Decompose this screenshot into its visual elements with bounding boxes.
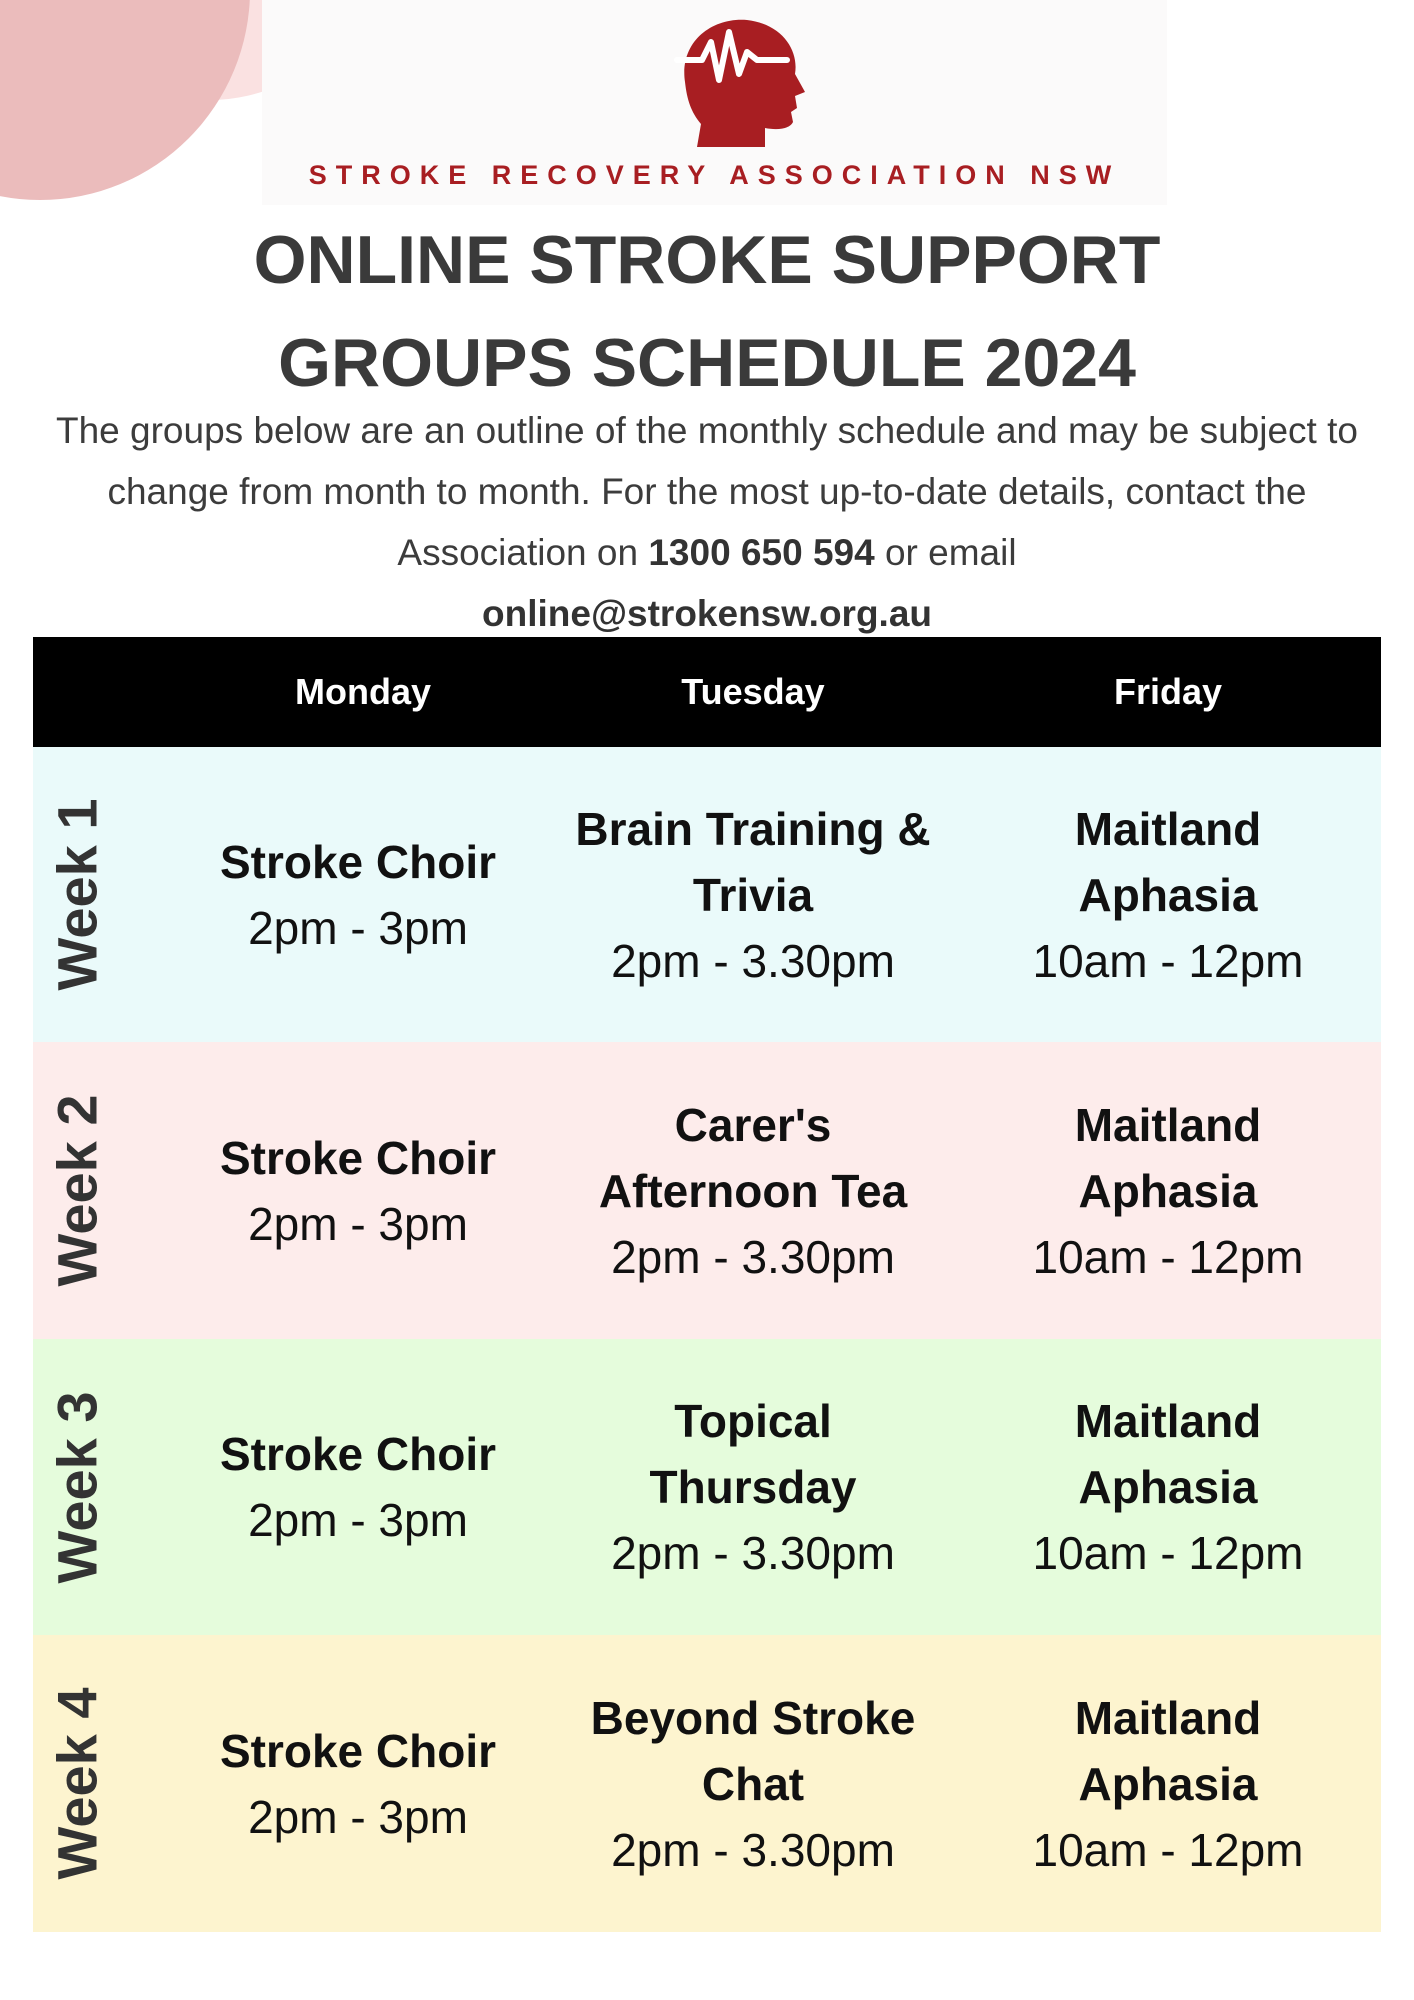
group-time: 10am - 12pm: [1032, 1230, 1304, 1283]
page-title-line1: ONLINE STROKE SUPPORT: [253, 222, 1161, 298]
schedule-cell-tuesday: [543, 747, 963, 1042]
group-name: Stroke Choir: [219, 1724, 497, 1777]
group-name: Aphasia: [1078, 868, 1258, 921]
day-header-friday: Friday: [1113, 671, 1223, 712]
group-name: Maitland: [1074, 1691, 1262, 1744]
week-row-1: [33, 747, 1381, 1042]
group-time: 2pm - 3pm: [248, 1494, 468, 1546]
group-name: Topical: [674, 1395, 832, 1447]
group-time: 10am - 12pm: [1032, 1527, 1304, 1579]
group-name: Maitland: [1074, 802, 1262, 855]
group-time: 2pm - 3.30pm: [611, 934, 895, 987]
email-address[interactable]: online@strokensw.org.au: [482, 593, 932, 634]
schedule-cell-friday: [968, 747, 1368, 1042]
group-name: Trivia: [692, 868, 814, 921]
day-header-monday: Monday: [294, 671, 431, 712]
week-row-2: [33, 1042, 1381, 1339]
group-time: 2pm - 3.30pm: [611, 1823, 895, 1876]
week-label: Week 3: [45, 1391, 109, 1583]
schedule-cell-friday: [968, 1635, 1368, 1932]
group-name: Thursday: [649, 1461, 857, 1513]
week-row-3: [33, 1339, 1381, 1635]
schedule-header: [33, 637, 1381, 747]
schedule-cell-monday: [158, 747, 558, 1042]
group-name: Stroke Choir: [219, 835, 497, 888]
logo-banner: [262, 0, 1167, 205]
group-time: 2pm - 3pm: [248, 1197, 468, 1250]
group-name: Brain Training &: [575, 802, 931, 855]
schedule-cell-friday: [968, 1339, 1368, 1635]
phone-number: 1300 650 594: [648, 532, 875, 573]
intro-text-2: or email: [874, 532, 1017, 573]
schedule-cell-monday: [158, 1339, 558, 1635]
page-title-line2: GROUPS SCHEDULE 2024: [278, 325, 1136, 401]
intro-paragraph: [40, 400, 1374, 644]
schedule-cell-tuesday: [543, 1042, 963, 1339]
week-label: Week 4: [45, 1687, 109, 1880]
week-label: Week 1: [45, 798, 109, 991]
group-time: 2pm - 3.30pm: [611, 1230, 895, 1283]
organization-name: STROKE RECOVERY ASSOCIATION NSW: [308, 160, 1121, 190]
group-time: 2pm - 3pm: [248, 1790, 468, 1843]
group-time: 10am - 12pm: [1032, 934, 1304, 987]
group-name: Beyond Stroke: [590, 1691, 916, 1744]
schedule-cell-tuesday: [543, 1635, 963, 1932]
group-name: Stroke Choir: [219, 1131, 497, 1184]
group-name: Chat: [701, 1757, 805, 1810]
intro-text-1: The groups below are an outline of the monthly schedule and may be subject to change from month to month. For the most up-to-date details, contact the Association on: [56, 410, 1358, 573]
group-name: Afternoon Tea: [598, 1164, 908, 1217]
group-name: Aphasia: [1078, 1757, 1258, 1810]
group-name: Maitland: [1074, 1098, 1262, 1151]
group-time: 2pm - 3pm: [248, 901, 468, 954]
group-time: 2pm - 3.30pm: [611, 1527, 895, 1579]
head-with-pulse-icon: [657, 12, 807, 147]
decorative-circle-dark: [0, 0, 250, 200]
group-name: Stroke Choir: [219, 1428, 497, 1480]
week-label: Week 2: [45, 1094, 109, 1287]
group-name: Aphasia: [1078, 1164, 1258, 1217]
schedule-cell-monday: [158, 1635, 558, 1932]
group-name: Maitland: [1074, 1395, 1262, 1447]
schedule-cell-tuesday: [543, 1339, 963, 1635]
day-header-tuesday: Tuesday: [681, 671, 825, 712]
group-name: Carer's: [674, 1098, 832, 1151]
group-name: Aphasia: [1078, 1461, 1258, 1513]
schedule-cell-monday: [158, 1042, 558, 1339]
schedule-cell-friday: [968, 1042, 1368, 1339]
group-time: 10am - 12pm: [1032, 1823, 1304, 1876]
week-row-4: [33, 1635, 1381, 1932]
